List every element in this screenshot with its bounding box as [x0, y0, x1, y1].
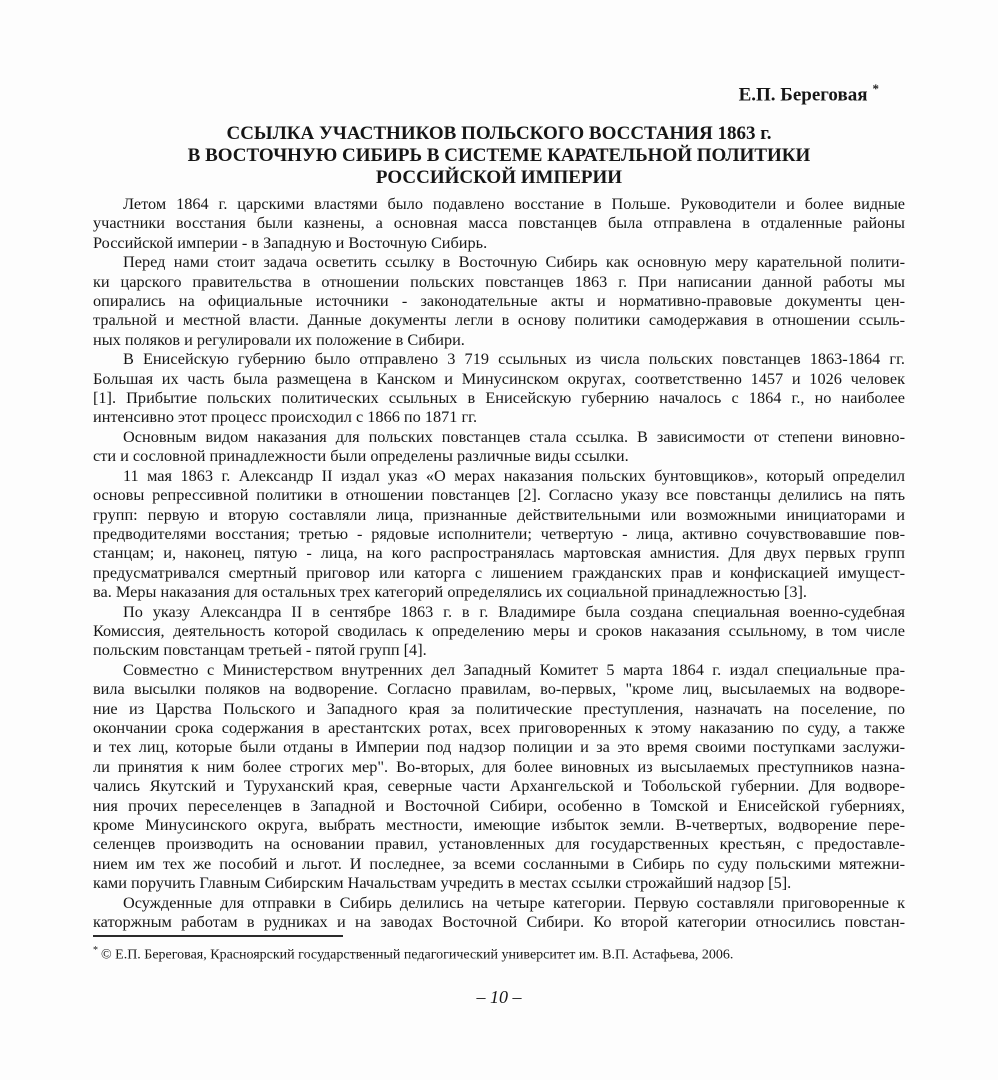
text-line: Совместно с Министерством внутренних дел Западный Комитет 5 марта 1864 г. издал специальные пра- [123, 659, 905, 679]
text-line: окончании срока содержания в арестантских ротах, всех приговоренных к этому наказанию по суду, а также [93, 717, 905, 737]
text-line: предводителями восстания; третью - рядовые исполнители; четвертую - лица, активно сочувствовавшие пов- [93, 523, 905, 543]
text-line: селенцев производить на основании правил, установленных для государственных крестьян, с предоставле- [93, 834, 905, 854]
text-line: По указу Александра II в сентябре 1863 г. в г. Владимире была создана специальная военно-судебная [123, 601, 905, 621]
text-line: участники восстания были казнены, а основная масса повстанцев была отправлена в отдаленные районы [93, 213, 905, 233]
author-line [93, 78, 905, 106]
title-line-3: РОССИЙСКОЙ ИМПЕРИИ [375, 167, 623, 188]
text-line: Большая их часть была размещена в Канском и Минусинском округах, соответственно 1457 и 1026 человек [93, 368, 905, 388]
text-line: тральной и местной власти. Данные документы легли в основу политики самодержавия в отношении ссыль- [93, 310, 905, 330]
author-footnote-mark: * [872, 81, 879, 96]
footnote-separator [93, 935, 343, 937]
paragraph [93, 602, 905, 660]
text-line: предусматривался смертный приговор или каторга с лишением гражданских прав и конфискацией имущест- [93, 562, 905, 582]
author-name: Е.П. Береговая [738, 84, 868, 106]
text-line: вила высылки поляков на водворение. Согласно правилам, во-первых, "кроме лиц, высылаемых на водворе- [93, 679, 905, 699]
footnote [93, 942, 905, 965]
text-line: ния прочих переселенцев в Западной и Восточной Сибири, особенно в Томской и Енисейской губерниях, [93, 795, 905, 815]
footnote-text: © Е.П. Береговая, Красноярский государственный педагогический университет им. В.П. Астафьева, 2006. [101, 948, 734, 964]
footnote-mark: * [93, 945, 98, 957]
title-line-1: ССЫЛКА УЧАСТНИКОВ ПОЛЬСКОГО ВОССТАНИЯ 1863 г. [226, 123, 772, 144]
paragraph [93, 466, 905, 602]
text-line: групп: первую и вторую составляли лица, признанные действительными или возможными инициаторами и [93, 504, 905, 524]
text-line: Основным видом наказания для польских повстанцев стала ссылка. В зависимости от степени виновно- [123, 426, 905, 446]
text-line: нием им тех же пособий и льгот. И последнее, за всеми сосланными в Сибирь по суду польскими мятежни- [93, 853, 905, 873]
text-line: сти и сословной принадлежности были определены различные виды ссылки. [93, 446, 629, 466]
text-line: ных поляков и регулировали их положение в Сибири. [93, 329, 465, 349]
text-line: чались Якутский и Туруханский края, северные части Архангельской и Тобольской губернии. Для водворе- [93, 776, 905, 796]
text-line: каторжным работам в рудниках и на заводах Восточной Сибири. Ко второй категории относились повстан- [93, 912, 905, 932]
paragraph [93, 427, 905, 466]
paragraph [93, 893, 905, 932]
article-body [93, 194, 905, 931]
text-line: ние из Царства Польского и Западного края за политические преступления, назначать на поселение, по [93, 698, 905, 718]
paragraph [93, 349, 905, 427]
text-line: ва. Меры наказания для остальных трех категорий определялись их социальной принадлежностью [3]. [93, 582, 807, 602]
text-line: польским повстанцам третьей - пятой групп [4]. [93, 640, 427, 660]
paragraph [93, 252, 905, 349]
text-line: [1]. Прибытие польских политических ссыльных в Енисейскую губернию началось с 1864 г., но наиболее [93, 388, 905, 408]
page-number: – 10 – [476, 987, 522, 1008]
text-line: В Енисейскую губернию было отправлено 3 719 ссыльных из числа польских повстанцев 1863-1864 гг. [123, 349, 905, 369]
text-line: основы репрессивной политики в отношении повстанцев [2]. Согласно указу все повстанцы делились на пять [93, 485, 905, 505]
text-line: и тех лиц, которые были отданы в Империи под надзор полиции и за это время своими поступками заслужи- [93, 737, 905, 757]
title-line-2: В ВОСТОЧНУЮ СИБИРЬ В СИСТЕМЕ КАРАТЕЛЬНОЙ ПОЛИТИКИ [187, 145, 811, 166]
text-line: Российской империи - в Западную и Восточную Сибирь. [93, 232, 488, 252]
text-line: Перед нами стоит задача осветить ссылку в Восточную Сибирь как основную меру карательной полити- [123, 252, 905, 272]
text-line: станцам; и, наконец, пятую - лица, на кого распространялась мартовская амнистия. Для двух первых групп [93, 543, 905, 563]
text-line: опирались на официальные источники - законодательные акты и нормативно-правовые документы цен- [93, 291, 905, 311]
text-line: ками поручить Главным Сибирским Начальствам учредить в местах ссылки строжайший надзор [5]. [93, 873, 792, 893]
text-line: интенсивно этот процесс происходил с 1866 по 1871 гг. [93, 407, 478, 427]
paragraph [93, 194, 905, 252]
text-line: Летом 1864 г. царскими властями было подавлено восстание в Польше. Руководители и более видные [123, 194, 905, 213]
text-line: Осужденные для отправки в Сибирь делились на четыре категории. Первую составляли приговоренные к [123, 892, 905, 912]
text-line: кроме Минусинского округа, выбрать местности, имеющие избыток земли. В-четвертых, водворение пере- [93, 815, 905, 834]
text-line: 11 мая 1863 г. Александр II издал указ «О мерах наказания польских бунтовщиков», который определил [123, 465, 905, 485]
article-title [93, 123, 905, 189]
paragraph [93, 660, 905, 893]
text-line: ли принятия к ним более строгих мер". Во-вторых, для более виновных из высылаемых преступников назна- [93, 756, 905, 776]
text-line: ки царского правительства в отношении польских повстанцев 1863 г. При написании данной работы мы [93, 271, 905, 291]
text-line: Комиссия, деятельность которой сводилась к определению меры и сроков наказания ссыльному, в том числе [93, 620, 905, 640]
